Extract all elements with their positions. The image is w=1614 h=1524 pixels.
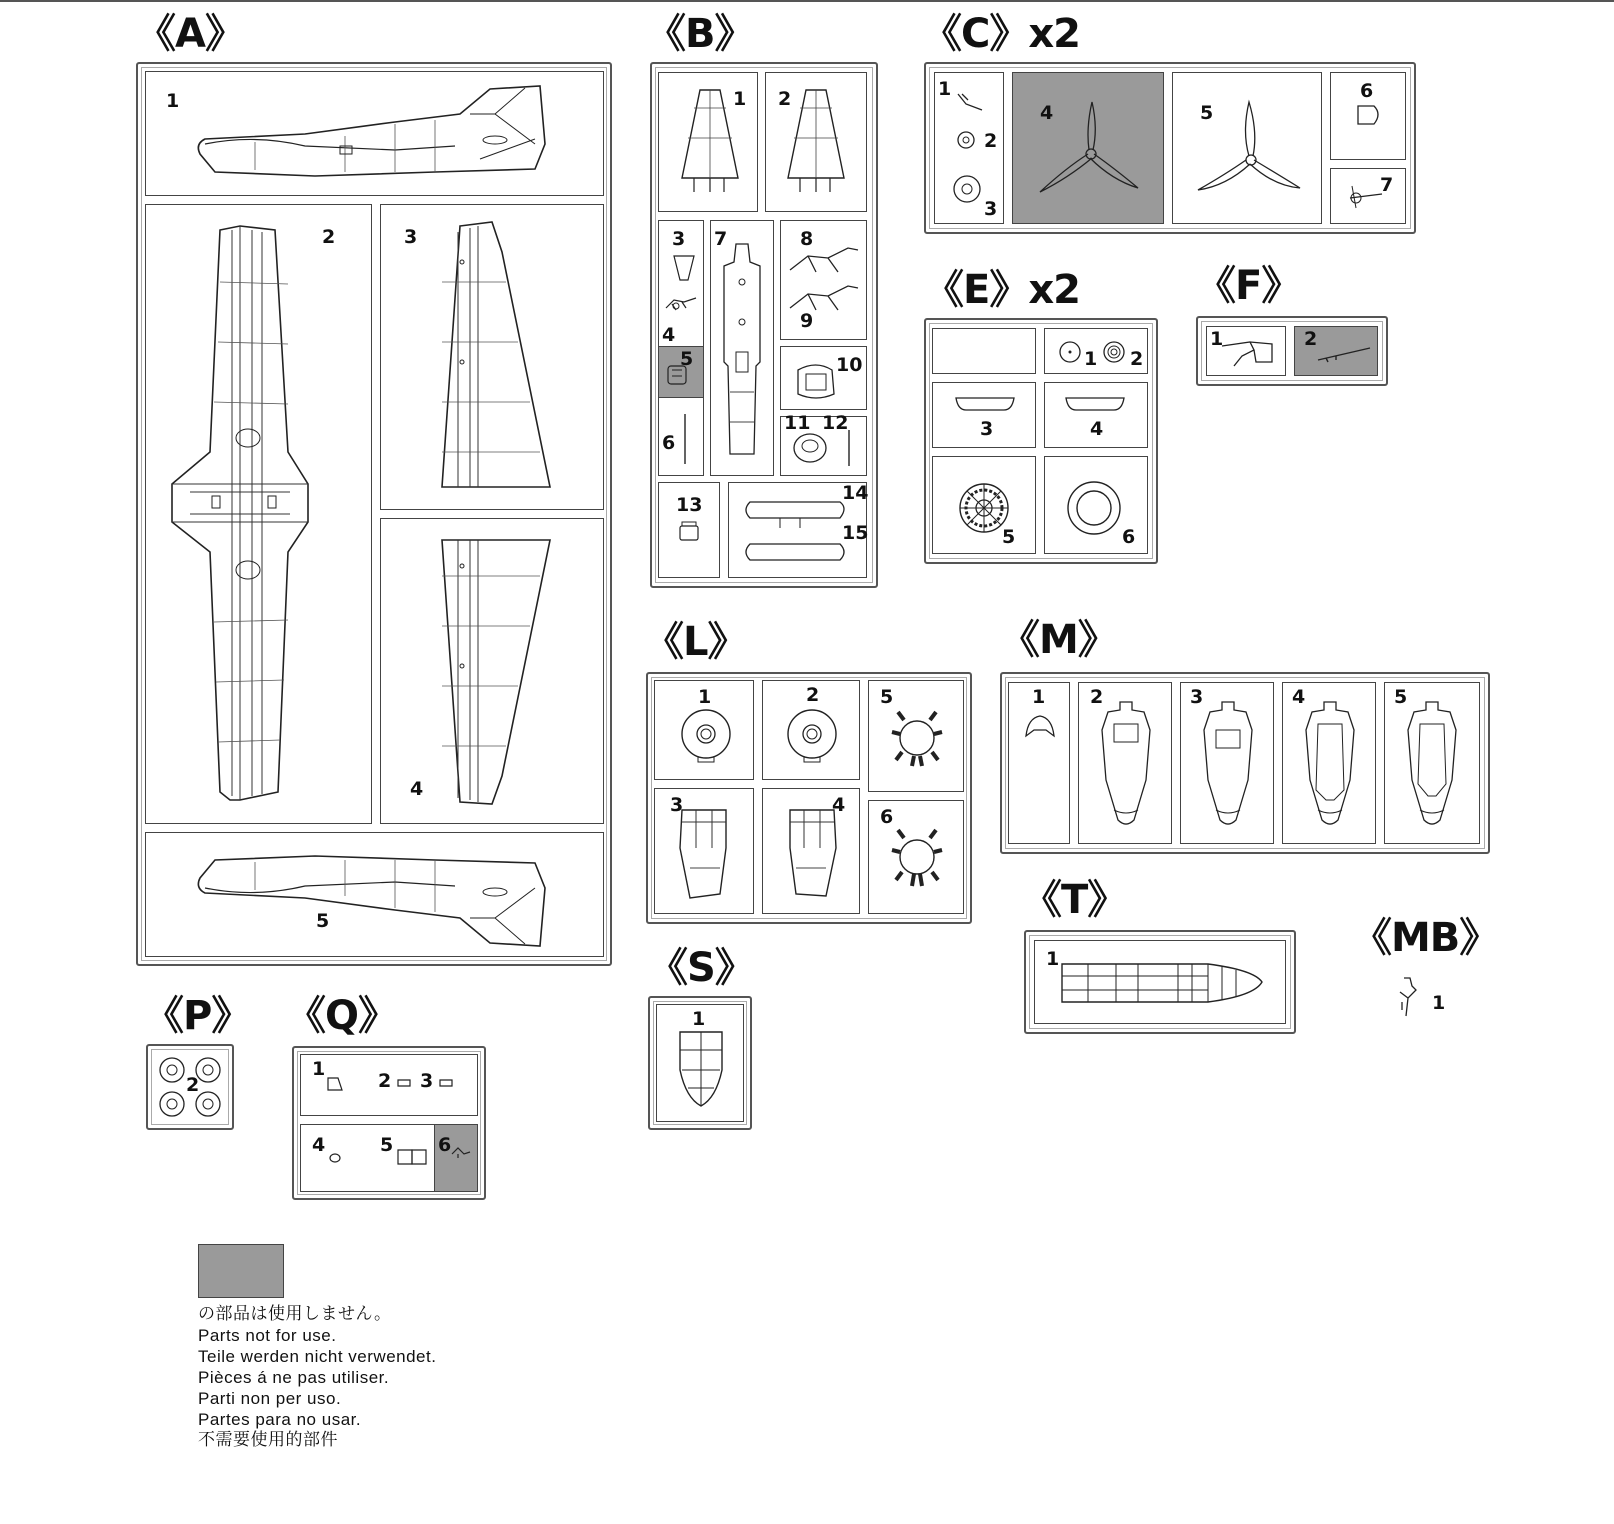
part-number: 6: [1360, 80, 1374, 102]
legend-line-es: Partes para no usar.: [198, 1410, 362, 1429]
part-number: 6: [662, 432, 676, 454]
cowling-front-left-part: [680, 706, 732, 764]
tiny-block-part: [438, 1078, 454, 1088]
spinner-part: [1354, 104, 1384, 126]
part-number: 1: [733, 88, 747, 110]
part-number: 7: [714, 228, 728, 250]
section-m-title: 《M》: [1000, 617, 1117, 663]
part-number: 2: [778, 88, 792, 110]
part-number: 3: [984, 198, 998, 220]
part-number: 4: [1040, 102, 1054, 124]
upper-wing-right-part: [440, 222, 555, 492]
part-number: 1: [312, 1058, 326, 1080]
part-number: 9: [800, 310, 814, 332]
long-canopy-part: [1058, 960, 1264, 1006]
part-number: 6: [880, 806, 894, 828]
rod-part: [682, 412, 688, 466]
small-shield-part: [670, 254, 700, 284]
canopy-version-3-part: [1304, 700, 1356, 830]
radial-engine-part: [958, 482, 1010, 534]
landing-gear-strut-upper-part: [788, 246, 862, 276]
propeller-3-blade-unused-part: [1036, 98, 1142, 202]
machine-gun-unused-part: [1316, 344, 1372, 364]
cowling-front-right-part: [786, 706, 838, 764]
legend-line-de: Teile werden nicht verwendet.: [198, 1347, 437, 1366]
spinner-cap-part: [952, 174, 982, 204]
nose-half-right-part: [784, 808, 840, 900]
legend-line-zh: 不需要使用的部件: [198, 1430, 338, 1450]
small-block-part: [678, 520, 702, 542]
part-number: 3: [670, 794, 684, 816]
part-number: 1: [1084, 348, 1098, 370]
part-number: 5: [316, 910, 330, 932]
washer-part: [956, 130, 976, 150]
part-number: 6: [1122, 526, 1136, 548]
part-number: 3: [420, 1070, 434, 1092]
windscreen-part: [676, 1030, 726, 1108]
section-l-title: 《L》: [644, 619, 747, 665]
part-number: 4: [312, 1134, 326, 1156]
legend-line-ja: の部品は使用しません。: [198, 1304, 392, 1324]
unused-parts-swatch: [198, 1244, 284, 1298]
gun-mount-part: [1220, 336, 1276, 370]
part-number: 11: [784, 412, 811, 434]
page-top-edge: [0, 0, 1614, 2]
unused-bracket-part: [450, 1146, 472, 1160]
fuselage-half-left-part: [195, 84, 555, 184]
part-number: 5: [880, 686, 894, 708]
exhaust-ring-upper-part: [892, 708, 942, 768]
control-stick-part: [846, 428, 852, 468]
drop-tank-halves-part: [740, 500, 850, 564]
part-number: 1: [698, 686, 712, 708]
knob-part: [328, 1150, 342, 1164]
part-number: 3: [980, 418, 994, 440]
part-number: 14: [842, 482, 869, 504]
small-canopy-part: [1024, 714, 1056, 740]
shaft-part: [1346, 184, 1386, 210]
gear-door-right-part: [1064, 394, 1126, 414]
wheel-cap-part: [1102, 340, 1126, 364]
canopy-version-1-part: [1100, 700, 1152, 830]
legend-line-fr: Pièces á ne pas utiliser.: [198, 1368, 390, 1387]
part-number: 5: [1394, 686, 1408, 708]
cockpit-floor-part: [722, 242, 762, 462]
part-number: 2: [322, 226, 336, 248]
part-b8-9-cell: [780, 220, 867, 340]
part-e-empty-cell: [932, 328, 1036, 374]
part-number: 2: [984, 130, 998, 152]
part-number: 15: [842, 522, 869, 544]
part-number: 2: [1130, 348, 1144, 370]
exhaust-ring-lower-part: [892, 826, 942, 888]
section-mb-title: 《MB》: [1352, 915, 1499, 961]
section-s-title: 《S》: [648, 945, 754, 991]
section-e-title: 《E》x2: [924, 267, 1080, 313]
propeller-3-blade-part: [1196, 98, 1302, 198]
part-number: 1: [1032, 686, 1046, 708]
part-number: 12: [822, 412, 849, 434]
part-number: 3: [1190, 686, 1204, 708]
linkage-part: [664, 294, 700, 314]
rudder-left-part: [680, 88, 740, 194]
seat-part: [792, 428, 832, 468]
canopy-version-4-part: [1406, 700, 1458, 830]
part-number: 2: [1090, 686, 1104, 708]
part-number: 1: [1046, 948, 1060, 970]
cowl-ring-part: [1066, 480, 1122, 536]
part-number: 4: [832, 794, 846, 816]
part-number: 1: [692, 1008, 706, 1030]
section-t-title: 《T》: [1022, 877, 1127, 923]
wheel-hub-part: [1058, 340, 1082, 364]
section-c-title: 《C》x2: [922, 11, 1080, 57]
part-number: 8: [800, 228, 814, 250]
section-f-title: 《F》: [1196, 263, 1301, 309]
upper-wing-left-part: [440, 536, 555, 806]
part-number: 13: [676, 494, 703, 516]
part-number: 3: [404, 226, 418, 248]
part-number: 5: [680, 348, 694, 370]
unused-bracket-part: [664, 360, 692, 390]
section-b-title: 《B》: [646, 11, 754, 57]
part-number: 2: [378, 1070, 392, 1092]
part-number: 10: [836, 354, 863, 376]
legend-line-en: Parts not for use.: [198, 1326, 337, 1345]
nose-half-left-part: [676, 808, 732, 900]
part-number: 4: [1292, 686, 1306, 708]
part-number: 7: [1380, 174, 1394, 196]
part-number: 2: [806, 684, 820, 706]
small-lever-part: [956, 92, 986, 114]
part-number: 1: [1432, 992, 1446, 1014]
part-number: 1: [166, 90, 180, 112]
part-number: 5: [1002, 526, 1016, 548]
section-a-title: 《A》: [136, 11, 244, 57]
double-panel-part: [396, 1148, 430, 1166]
canopy-version-2-part: [1202, 700, 1254, 830]
part-number: 5: [380, 1134, 394, 1156]
gear-door-left-part: [954, 394, 1016, 414]
small-panel-part: [326, 1076, 346, 1092]
section-q-title: 《Q》: [286, 993, 398, 1039]
part-number: 6: [438, 1134, 452, 1156]
part-number: 5: [1200, 102, 1214, 124]
part-number: 2: [186, 1074, 200, 1096]
part-number: 4: [1090, 418, 1104, 440]
lower-wing-part: [170, 222, 310, 804]
unused-parts-legend: [198, 1304, 436, 1451]
part-number: 1: [1210, 328, 1224, 350]
part-number: 2: [1304, 328, 1318, 350]
mb-small-part: [1394, 976, 1420, 1018]
tiny-block-part: [396, 1078, 412, 1088]
part-number: 4: [410, 778, 424, 800]
rudder-right-part: [786, 88, 846, 194]
engine-mount-part: [792, 360, 840, 402]
landing-gear-strut-lower-part: [788, 284, 862, 314]
fuselage-half-right-part: [195, 848, 555, 948]
legend-line-it: Parti non per uso.: [198, 1389, 342, 1408]
part-number: 1: [938, 78, 952, 100]
section-p-title: 《P》: [144, 993, 251, 1039]
part-number: 3: [672, 228, 686, 250]
part-number: 4: [662, 324, 676, 346]
